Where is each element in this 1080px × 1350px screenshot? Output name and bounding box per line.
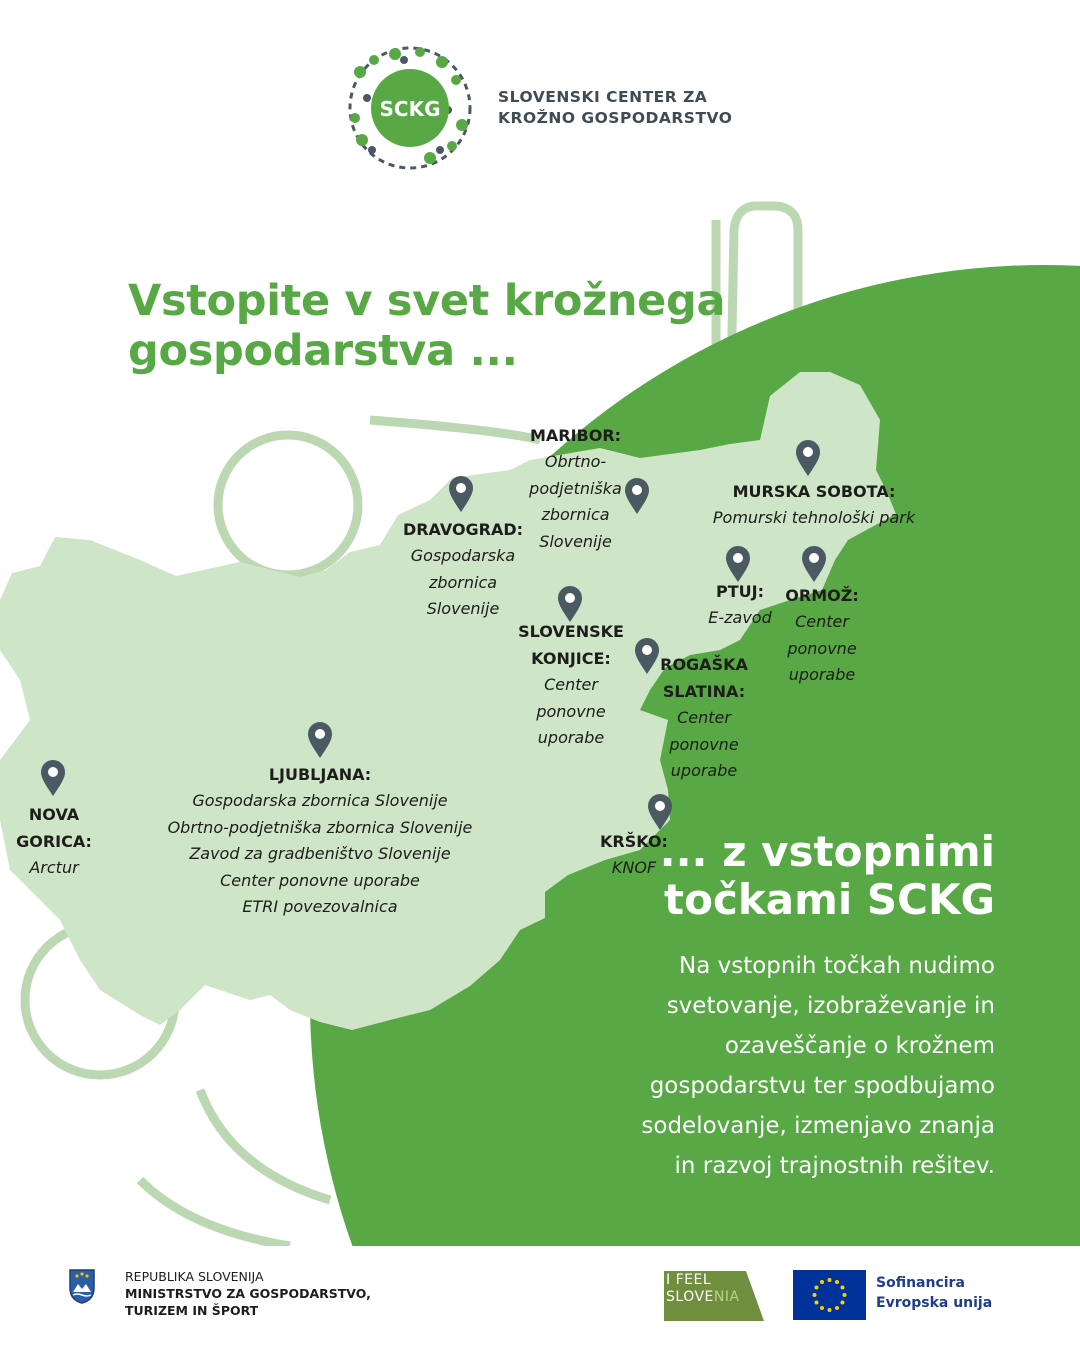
body-line: in razvoj trajnostnih rešitev. — [674, 1153, 995, 1179]
location-city: GORICA: — [16, 832, 92, 851]
location-org: ponovne — [536, 701, 606, 721]
location-dravograd — [398, 516, 528, 623]
location-rogaska-slatina — [652, 651, 756, 785]
location-org: uporabe — [537, 728, 605, 747]
ifeel-line2b: NIA — [713, 1289, 740, 1305]
location-city: MARIBOR: — [529, 426, 622, 445]
sub-headline-line1: ... z vstopnimi — [659, 827, 995, 876]
coat-of-arms-icon — [68, 1268, 96, 1304]
location-org: Slovenije — [539, 531, 612, 551]
location-org: Center — [795, 612, 849, 631]
body-line: gospodarstvu ter spodbujamo — [649, 1073, 995, 1099]
location-ptuj — [698, 578, 782, 632]
location-maribor — [518, 422, 633, 555]
location-org: zbornica — [428, 572, 498, 592]
location-slovenske-konjice — [512, 618, 630, 752]
location-city: KRŠKO: — [600, 832, 668, 851]
sub-headline — [660, 828, 995, 924]
body-line: ozaveščanje o krožnem — [724, 1033, 995, 1059]
location-ormoz — [778, 582, 866, 689]
eu-cofinancing-text — [876, 1273, 992, 1313]
location-ljubljana — [140, 761, 500, 921]
svg-text:SCKG: SCKG — [379, 97, 441, 121]
location-org: uporabe — [670, 761, 738, 780]
ministry-line1: REPUBLIKA SLOVENIJA — [125, 1269, 264, 1284]
body-line: sodelovanje, izmenjavo znanja — [641, 1113, 995, 1139]
location-org: Center ponovne uporabe — [220, 870, 420, 890]
location-city: MURSKA SOBOTA: — [732, 482, 896, 501]
location-org: Obrtno- — [544, 452, 607, 471]
page-title-line1: Vstopite v svet krožnega — [128, 276, 726, 326]
page-title-line2: gospodarstva ... — [128, 326, 518, 376]
location-org: Zavod za gradbeništvo Slovenije — [189, 844, 451, 863]
ministry-logo-text — [125, 1268, 371, 1319]
sckg-logo — [350, 47, 470, 168]
eu-line1: Sofinancira — [876, 1275, 965, 1291]
location-org: Pomurski tehnološki park — [712, 508, 916, 527]
org-name-line2: KROŽNO GOSPODARSTVO — [498, 109, 733, 127]
location-org: Obrtno-podjetniška zbornica Slovenije — [167, 817, 473, 837]
location-city: NOVA — [28, 805, 80, 824]
location-city: DRAVOGRAD: — [402, 520, 524, 539]
location-city: ORMOŽ: — [785, 586, 859, 605]
location-org: KNOF — [611, 858, 657, 877]
i-feel-slovenia-text — [666, 1272, 740, 1306]
location-city: PTUJ: — [716, 582, 764, 601]
body-line: Na vstopnih točkah nudimo — [678, 953, 995, 979]
body-line: svetovanje, izobraževanje in — [666, 993, 995, 1019]
location-org: Slovenije — [426, 599, 500, 618]
location-city: ROGAŠKA — [660, 655, 748, 674]
ministry-line3: TURIZEM IN ŠPORT — [125, 1303, 259, 1318]
eu-line2: Evropska unija — [876, 1295, 993, 1311]
location-org: Center — [677, 708, 731, 727]
location-city: KONJICE: — [531, 649, 611, 668]
location-org: ETRI povezovalnica — [242, 897, 398, 916]
location-org: Gospodarska zbornica Slovenije — [192, 791, 448, 810]
location-city: LJUBLJANA: — [268, 765, 372, 784]
location-murska-sobota — [700, 478, 928, 532]
location-org: uporabe — [788, 665, 856, 684]
location-org: ponovne — [787, 638, 857, 658]
location-org: Arctur — [29, 858, 79, 877]
location-org: Center — [544, 675, 598, 694]
location-org: ponovne — [669, 734, 739, 754]
page-title — [128, 276, 725, 376]
location-city: SLOVENSKE — [518, 622, 624, 641]
eu-flag-icon — [793, 1270, 866, 1320]
org-name-line1: SLOVENSKI CENTER ZA — [498, 88, 708, 106]
location-org: E-zavod — [708, 608, 772, 627]
body-paragraph — [525, 946, 995, 1186]
ifeel-line2a: SLOVE — [666, 1289, 714, 1305]
location-org: podjetniška — [529, 478, 622, 498]
location-org: zbornica — [541, 505, 610, 524]
location-nova-gorica — [8, 801, 100, 882]
location-city: SLATINA: — [662, 682, 746, 701]
sub-headline-line2: točkami SCKG — [664, 875, 995, 924]
ministry-line2: MINISTRSTVO ZA GOSPODARSTVO, — [125, 1286, 371, 1301]
ifeel-line1: I FEEL — [666, 1272, 712, 1288]
org-name — [498, 87, 732, 129]
location-org: Gospodarska — [410, 546, 516, 565]
